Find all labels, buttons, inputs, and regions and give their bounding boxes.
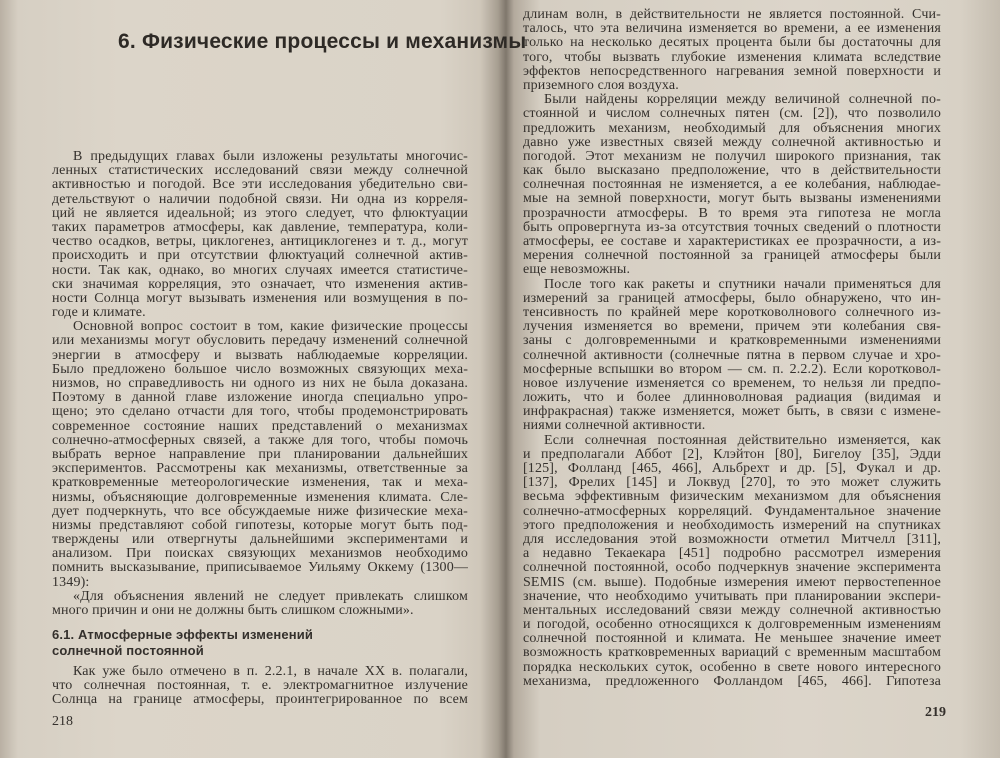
text-line: тенсивность по крайней мере коротковолнового солнечного из- [523,305,941,320]
right-page [506,0,1000,758]
text-line: измерений за границей атмосферы, было обнаружено, что ин- [523,291,941,306]
text-line: детельствуют о наличии подобной связи. Ни одна из корреля- [52,192,468,207]
text-line: солнечная постоянная не изменяется, а ее колебания, наблюдае- [523,178,941,193]
text-line: того, чтобы вызвать глубокие изменения климата вследствие [523,50,941,65]
text-line: экспериментов. Рассмотрены как механизмы, ответственные за [52,462,468,477]
text-line: годе и климате. [52,306,146,321]
text-line: инфракрасная) также изменяется, может быть, в связи с измене- [523,405,941,420]
section-heading [52,627,468,659]
text-line: мерения солнечной постоянной за границей атмосферы были [523,249,941,264]
text-line: ности Солнца могут вызывать изменения или возмущения в по- [52,291,468,306]
text-line: прозрачности атмосферы. В то время эта гипотеза не могла [523,206,941,221]
text-line: выбрать верное направление при планировании дальнейших [52,447,468,462]
text-line: В предыдущих главах были изложены результаты многочис- [73,150,468,164]
page-number-left: 218 [52,714,73,729]
text-line: ций не является идеальной; из этого следует, что флюктуации [52,206,468,221]
text-line: Основной вопрос состоит в том, какие физические процессы [73,320,468,335]
text-line: низмы представляют собой гипотезы, которые могут быть под- [52,518,468,533]
text-line: тверждены или отвергнуты дальнейшими экспериментами и [52,533,468,548]
text-line: новое излучение изменяется со временем, то нельзя ли предпо- [523,376,941,391]
text-line: эффектов непосредственного нагревания земной поверхности и [523,64,941,79]
text-line: значение, что необходимо учитывать при планировании экспери- [523,589,941,604]
text-line: низмов, но справедливость ни одного из них не была доказана. [52,377,468,391]
text-line: [125], Фолланд [465, 466], Альбрехт и др. [5], Фукал и др. [523,462,941,476]
right-page-body [523,8,941,689]
text-line: талось, что эта величина изменяется во времени, а ее изменения [523,22,941,37]
text-line: Поэтому в данной главе изложение иногда специально упро- [52,391,468,406]
text-line: ложить, что и более длинноволновая радиация (видимая и [523,391,941,406]
text-line: Были найдены корреляции между величиной солнечной по- [544,93,941,108]
text-line: как было высказано предположение, что в действительности [523,164,941,179]
paragraph [523,8,941,93]
text-line: Если солнечная постоянная действительно изменяется, как [544,433,941,448]
left-page-body [52,150,468,618]
paragraph [523,93,941,277]
paragraph [523,434,941,689]
text-line: «Для объяснения явлений не следует привлекать слишком [73,589,468,604]
text-line: длинам волн, в действительности не является постоянной. Счи- [523,8,941,22]
text-line: щено; это сделано отчасти для того, чтобы продемонстрировать [52,405,468,420]
text-line: стоянной и числом солнечных пятен (см. [2]), что позволило [523,107,941,122]
text-line: ски значимая корреляция, это означает, что изменения актив- [52,277,468,292]
text-line: таких параметров атмосферы, как давление, температура, коли- [52,220,468,235]
page-number-right: 219 [925,705,946,720]
text-line: ментальных исследований связи между солнечной активностью [523,603,941,618]
paragraph [52,320,468,590]
text-line: дует подчеркнуть, что все обсуждаемые ниже физические меха- [52,504,468,519]
text-line: быть опровергнута из-за отсутствия точных сведений о плотности [523,220,941,235]
text-line: много причин и они не должны быть слишком сложными». [52,604,414,618]
text-line: атмосферы, ее составе и характеристиках ее прозрачности, а из- [523,235,941,249]
text-line: ниями солнечной активности. [523,419,706,434]
text-line: только на несколько десятых процента были бы достаточны для [523,36,941,51]
text-line: еще невозможны. [523,263,631,278]
text-line: SEMIS (см. выше). Подобные измерения имеют первостепенное [523,575,941,590]
text-line: или механизмы могут обусловить передачу изменений солнечной [52,334,468,349]
text-line: лучения изменяется во времени, причем эти колебания свя- [523,320,941,335]
text-line: ленных статистических исследований связи между солнечной [52,164,468,179]
text-line: солнечно-атмосферных связей, а также для того, чтобы помочь [52,433,468,448]
text-line: чество осадков, ветры, циклогенез, антициклогенез и т. д., могут [52,235,468,250]
text-line: этого предположения и необходимость измерений на спутниках [523,518,941,533]
text-line: активностью и погодой. Все эти исследования убедительно сви- [52,178,468,193]
text-line: Как уже было отмечено в п. 2.2.1, в начале XX в. полагали, [73,665,468,679]
paragraph [52,150,468,320]
text-line: механизма, предложенного Фолландом [465, 466]. Гипотеза [523,674,941,689]
text-line: Солнца на границе атмосферы, проинтегрированное по всем [52,693,468,708]
text-line: приземного слоя воздуха. [523,78,679,93]
text-line: 1349): [52,575,90,590]
text-line: солнечной постоянной и климата. Не меньшее значение имеет [523,632,941,647]
text-line: давно уже известных связей между солнечной активностью и [523,135,941,150]
paragraph [52,590,468,618]
text-line: возможность кратковременных вариаций с временным масштабом [523,646,941,661]
text-line: а недавно Текаекара [451] подробно рассмотрел измерения [523,547,941,562]
text-line: и погодой, особенно относящихся к долговременным изменениям [523,618,941,633]
text-line: солнечно-атмосферных корреляций. Фундаментальное значение [523,504,941,519]
text-line: порядка нескольких суток, особенно в свете нового интересного [523,660,941,675]
chapter-title: 6. Физические процессы и механизмы [118,30,527,53]
section-heading-line: солнечной постоянной [52,643,204,658]
section-body [52,665,468,708]
text-line: энергии в атмосферу и вызвать наблюдаемые корреляции. [52,348,468,363]
text-line: мосферные вспышки во втором — см. п. 2.2.2). Если коротковол- [523,362,941,377]
text-line: солнечной постоянной, особо подчеркнув значение эксперимента [523,561,941,576]
text-line: анализом. При поисках связующих механизмов необходимо [52,547,468,562]
text-line: заны с долговременными и кратковременными изменениями [523,334,941,349]
text-line: помнить высказывание, приписываемое Уильяму Оккему (1300— [52,561,468,576]
text-line: современное состояние наших представлений о механизмах [52,419,468,434]
text-line: происходить и при отсутствии флюктуаций солнечной актив- [52,249,468,264]
text-line: [137], Фрелих [145] и Локвуд [270], то это может служить [523,476,941,491]
paragraph [52,665,468,708]
text-line: для исследования этой возможности отметил Митчелл [311], [523,532,941,547]
text-line: Было предложено большое число возможных связующих меха- [52,362,468,377]
text-line: кратковременные метеорологические изменения, так и меха- [52,476,468,491]
text-line: ности. Так как, однако, во многих случаях имеется статистиче- [52,263,468,278]
text-line: предложить механизм, необходимый для объяснения многих [523,121,941,136]
text-line: мые на земной поверхности, могут быть вызваны изменениями [523,192,941,207]
text-line: солнечной активности (солнечные пятна в первом случае и хро- [523,348,941,363]
text-line: После того как ракеты и спутники начали применяться для [544,277,941,292]
section-heading-line: 6.1. Атмосферные эффекты изменений [52,627,314,642]
text-line: что солнечная постоянная, т. е. электромагнитное излучение [52,679,468,694]
text-line: низмы, объясняющие долговременные изменения климата. Сле- [52,490,468,505]
text-line: и предполагали Аббот [2], Клэйтон [80], Бигелоу [35], Эдди [523,447,941,462]
paragraph [523,278,941,434]
text-line: весьма эффективным физическим механизмом для объяснения [523,490,941,505]
text-line: погодой. Этот механизм не получил широкого признания, так [523,149,941,164]
